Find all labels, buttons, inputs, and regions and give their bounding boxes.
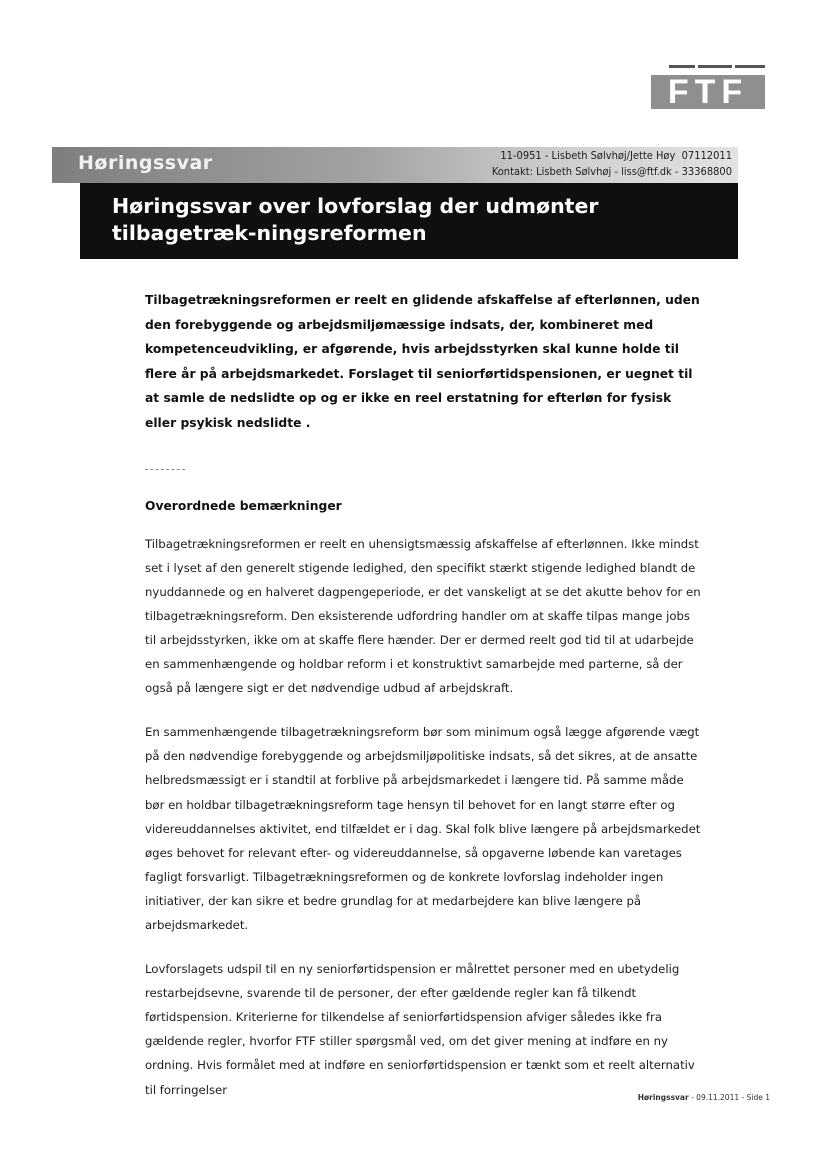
title-box <box>80 183 738 259</box>
body-paragraph-3: Lovforslagets udspil til en ny seniorførtidspension er målrettet personer med en ubetydelig restarbejdsevne, svarende til de personer, der efter gældende regler kan få tilkendt førtidspension. Kriterierne for tilkendelse af seniorførtidspension afviger således ikke fra gældende regler, hvorfor FTF stiller spørgsmål ved, om det giver mening at indføre en ny ordning. Hvis formålet med at indføre en seniorførtidspension er tænkt som et reelt alternativ til forringelser <box>145 962 695 1097</box>
document-body <box>145 288 701 1102</box>
footer-sep-2: - <box>741 1093 747 1102</box>
footer-date: 09.11.2011 <box>696 1093 740 1102</box>
header-label: Høringssvar <box>78 152 213 174</box>
header-reference-block <box>492 148 732 180</box>
separator <box>145 469 185 479</box>
header-contact: Kontakt: Lisbeth Sølvhøj - liss@ftf.dk - 33368800 <box>491 165 732 178</box>
logo-tagline <box>669 62 765 70</box>
footer-sep-1: - <box>691 1093 697 1102</box>
page-footer <box>638 1093 770 1102</box>
lead-paragraph: Tilbagetrækningsreformen er reelt en glidende afskaffelse af efterlønnen, uden den forebyggende og arbejdsmiljømæssige indsats, der, kombineret med kompetenceudvikling, er afgørende, hvis arbejdsstyrken skal kunne holde til flere år på arbejdsmarkedet. Forslaget til seniorførtidspensionen, er uegnet til at samle de nedslidte op og er ikke en reel erstatning for efterløn for fysisk eller psykisk nedslidte . <box>145 293 700 430</box>
footer-label: Høringssvar <box>637 1093 689 1102</box>
page-title: Høringssvar over lovforslag der udmønter tilbagetræk-ningsreformen <box>112 194 599 245</box>
header-reference: 11-0951 - Lisbeth Sølvhøj/Jette Høy 07112011 <box>500 149 732 162</box>
ftf-logo <box>651 62 765 110</box>
footer-page: Side 1 <box>746 1093 770 1102</box>
header-band <box>52 147 738 183</box>
body-paragraph-2: En sammenhængende tilbagetrækningsreform bør som minimum også lægge afgørende vægt på den nødvendige forebyggende og arbejdsmiljøpolitiske indsats, så det sikres, at de ansatte helbredsmæssigt er i standtil at forblive på arbejdsmarkedet i længere tid. På samme måde bør en holdbar tilbagetrækningsreform tage hensyn til behovet for en langt større efter og videreuddannelses aktivitet, end tilfældet er i dag. Skal folk blive længere på arbejdsmarkedet øges behovet for relevant efter- og videreuddannelse, så opgaverne løbende kan varetages fagligt forsvarligt. Tilbagetrækningsreformen og de konkrete lovforslag indeholder ingen initiativer, der kan sikre et bedre grundlag for at medarbejdere kan blive længere på arbejdsmarkedet. <box>145 725 701 932</box>
logo-text: FTF <box>651 75 765 109</box>
body-paragraph-1: Tilbagetrækningsreformen er reelt en uhensigtsmæssig afskaffelse af efterlønnen. Ikke mindst set i lyset af den generelt stigende ledighed, den specifikt stærkt stigende ledighed blandt de nyuddannede og en halveret dagpengeperiode, er det vanskeligt at se det akutte behov for en tilbagetrækningsreform. Den eksisterende udfordring handler om at skaffe tilpas mange jobs til arbejdsstyrken, ikke om at skaffe flere hænder. Der er dermed reelt god tid til at udarbejde en sammenhængende og holdbar reform i et konstruktivt samarbejde med parterne, så der også på længere sigt er det nødvendige udbud af arbejdskraft. <box>145 536 701 696</box>
section-heading: Overordnede bemærkninger <box>145 498 342 513</box>
